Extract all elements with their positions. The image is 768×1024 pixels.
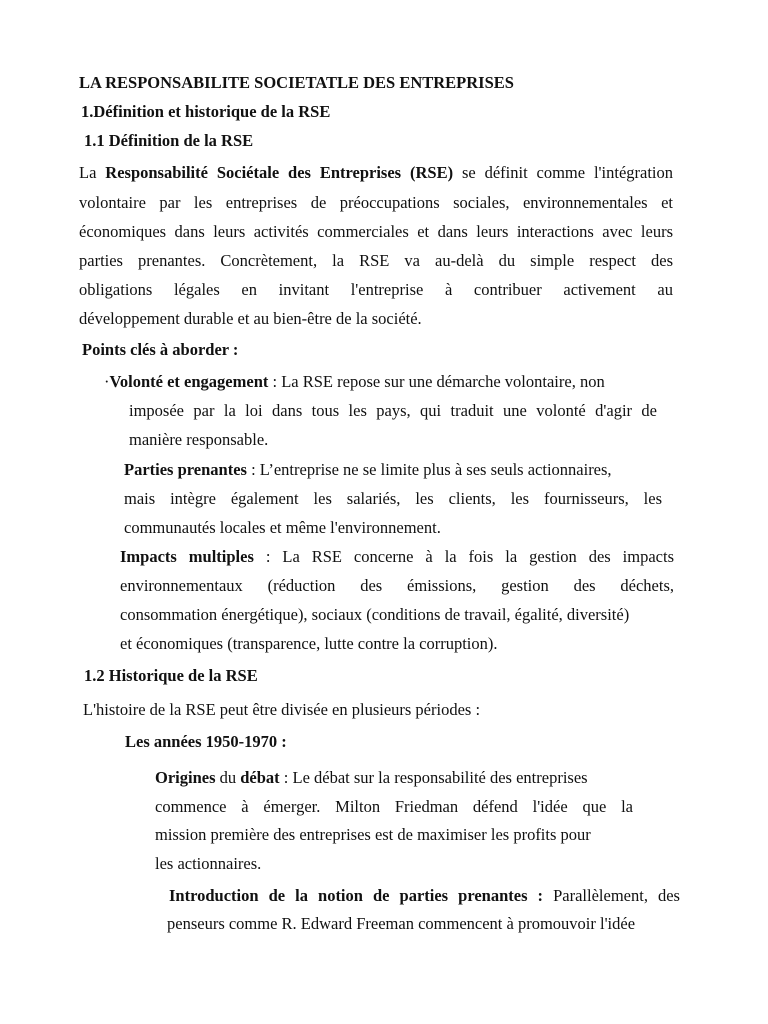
text-fragment: : L’entreprise ne se limite plus à ses seuls actionnaires, — [246, 460, 612, 479]
notion-line-2: penseurs comme R. Edward Freeman commencent à promouvoir l'idée — [167, 914, 636, 933]
point-term: Volonté et engagement — [109, 372, 269, 391]
origins-line-4: les actionnaires. — [155, 854, 262, 873]
text-fragment: Parallèlement, des — [543, 886, 680, 905]
point2-line-2: mais intègre également les salariés, les clients, les fournisseurs, les — [124, 489, 662, 508]
definition-line-3: économiques dans leurs activités commerciales et dans leurs interactions avec leurs — [79, 222, 673, 241]
text-fragment: : La RSE repose sur une démarche volontaire, non — [268, 372, 605, 391]
point3-line-4: et économiques (transparence, lutte contre la corruption). — [120, 634, 498, 653]
notion-line-1 — [169, 886, 680, 906]
text-fragment: se définit comme l'intégration — [453, 163, 674, 182]
point-term: Origines — [155, 768, 216, 787]
point-line-3: manière responsable. — [129, 430, 269, 449]
point2-line-1 — [124, 460, 612, 480]
document-title: LA RESPONSABILITE SOCIETATLE DES ENTREPRISES — [79, 73, 514, 92]
point-term: Impacts multiples — [120, 547, 254, 566]
text-fragment: : Le débat sur la responsabilité des entreprises — [279, 768, 588, 787]
history-intro: L'histoire de la RSE peut être divisée en plusieurs périodes : — [83, 700, 481, 719]
definition-line-1 — [79, 163, 673, 183]
definition-line-6: développement durable et au bien-être de la société. — [79, 309, 422, 328]
subsection-heading-2: 1.2 Historique de la RSE — [84, 666, 258, 685]
point-term: Parties prenantes — [124, 460, 247, 479]
point-line-1 — [104, 372, 605, 392]
text-fragment: : La RSE concerne à la fois la gestion des impacts — [253, 547, 674, 566]
origins-line-3: mission première des entreprises est de maximiser les profits pour — [155, 825, 591, 844]
point-term: Introduction de la notion de parties prenantes : — [169, 886, 544, 905]
bullet-icon: · — [104, 372, 110, 391]
period-heading: Les années 1950-1970 : — [125, 732, 287, 751]
points-heading: Points clés à aborder : — [82, 340, 239, 359]
text-fragment: du — [215, 768, 241, 787]
section-heading: 1.Définition et historique de la RSE — [81, 102, 331, 121]
point-term: débat — [240, 768, 280, 787]
definition-line-4: parties prenantes. Concrètement, la RSE va au-delà du simple respect des — [79, 251, 673, 270]
point-line-2: imposée par la loi dans tous les pays, qui traduit une volonté d'agir de — [129, 401, 657, 420]
point3-line-3: consommation énergétique), sociaux (conditions de travail, égalité, diversité) — [120, 605, 630, 624]
definition-line-2: volontaire par les entreprises de préoccupations sociales, environnementales et — [79, 193, 673, 212]
subsection-heading: 1.1 Définition de la RSE — [84, 131, 254, 150]
point3-line-1 — [120, 547, 674, 567]
rse-term: Responsabilité Sociétale des Entreprises (RSE) — [105, 163, 454, 182]
origins-line-2: commence à émerger. Milton Friedman défend l'idée que la — [155, 797, 633, 816]
definition-line-5: obligations légales en invitant l'entreprise à contribuer activement au — [79, 280, 673, 299]
point2-line-3: communautés locales et même l'environnement. — [124, 518, 441, 537]
text-fragment: La — [79, 163, 106, 182]
point3-line-2: environnementaux (réduction des émissions, gestion des déchets, — [120, 576, 674, 595]
origins-line-1 — [155, 768, 588, 788]
